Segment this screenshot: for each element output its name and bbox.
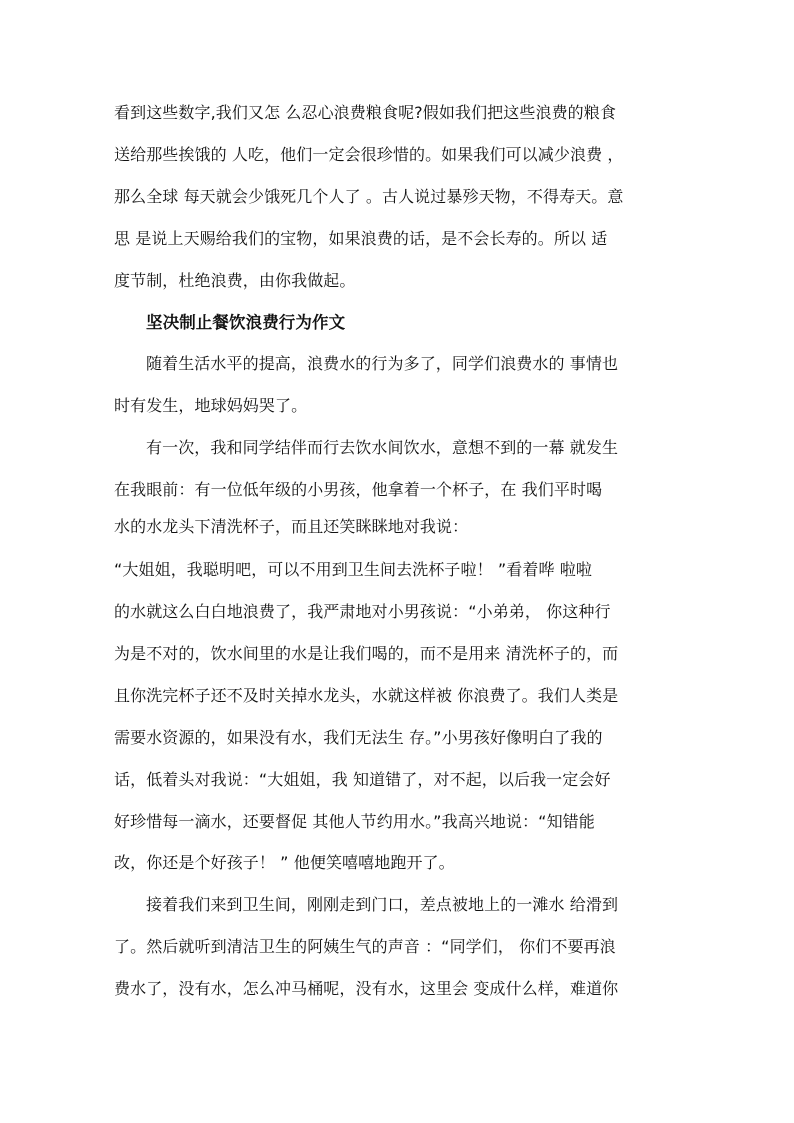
text-line: 有一次，我和同学结伴而行去饮水间饮水，意想不到的一幕 就发生 [146,438,619,457]
text-line: 改，你还是个好孩子！ ” 他便笑嘻嘻地跑开了。 [114,853,455,872]
text-line: 水的水龙头下清洗杯子，而且还笑眯眯地对我说： [114,517,469,536]
text-line: 随着生活水平的提高，浪费水的行为多了，同学们浪费水的 事情也 [146,354,619,373]
text-line: 思 是说上天赐给我们的宝物，如果浪费的话，是不会长寿的。所以 适 [114,229,608,248]
section-heading: 坚决制止餐饮浪费行为作文 [146,313,346,332]
text-line: 接着我们来到卫生间，刚刚走到门口，差点被地上的一滩水 给滑到 [146,895,619,914]
text-line: 的水就这么白白地浪费了，我严肃地对小男孩说：“小弟弟， 你这种行 [114,602,611,621]
text-line: 话，低着头对我说：“大姐姐，我 知道错了，对不起，以后我一定会好 [114,770,611,789]
text-line: 为是不对的，饮水间里的水是让我们喝的，而不是用来 清洗杯子的，而 [114,644,619,663]
text-line: 在我眼前：有一位低年级的小男孩，他拿着一个杯子，在 我们平时喝 [114,480,603,499]
text-line: 度节制，杜绝浪费，由你我做起。 [114,271,356,290]
text-line: “大姐姐，我聪明吧，可以不用到卫生间去洗杯子啦！ ”看着哗 啦啦 [114,560,592,579]
text-line: 那么全球 每天就会少饿死几个人了 。古人说过暴殄天物，不得寿天。意 [114,187,624,206]
text-line: 且你洗完杯子还不及时关掉水龙头，水就这样被 你浪费了。我们人类是 [114,686,619,705]
text-line: 了。然后就听到清洁卫生的阿姨生气的声音 ：“同学们， 你们不要再浪 [114,937,616,956]
text-line: 需要水资源的，如果没有水，我们无法生 存。”小男孩好像明白了我的 [114,728,603,747]
text-line: 好珍惜每一滴水，还要督促 其他人节约用水。”我高兴地说：“知错能 [114,812,595,831]
text-line: 时有发生，地球妈妈哭了。 [114,396,308,415]
text-line: 看到这些数字,我们又怎 么忍心浪费粮食呢?假如我们把这些浪费的粮食 [114,103,616,122]
text-line: 送给那些挨饿的 人吃，他们一定会很珍惜的。如果我们可以减少浪费 ， [114,145,624,164]
text-line: 费水了，没有水，怎么冲马桶呢，没有水，这里会 变成什么样，难道你 [114,979,619,998]
